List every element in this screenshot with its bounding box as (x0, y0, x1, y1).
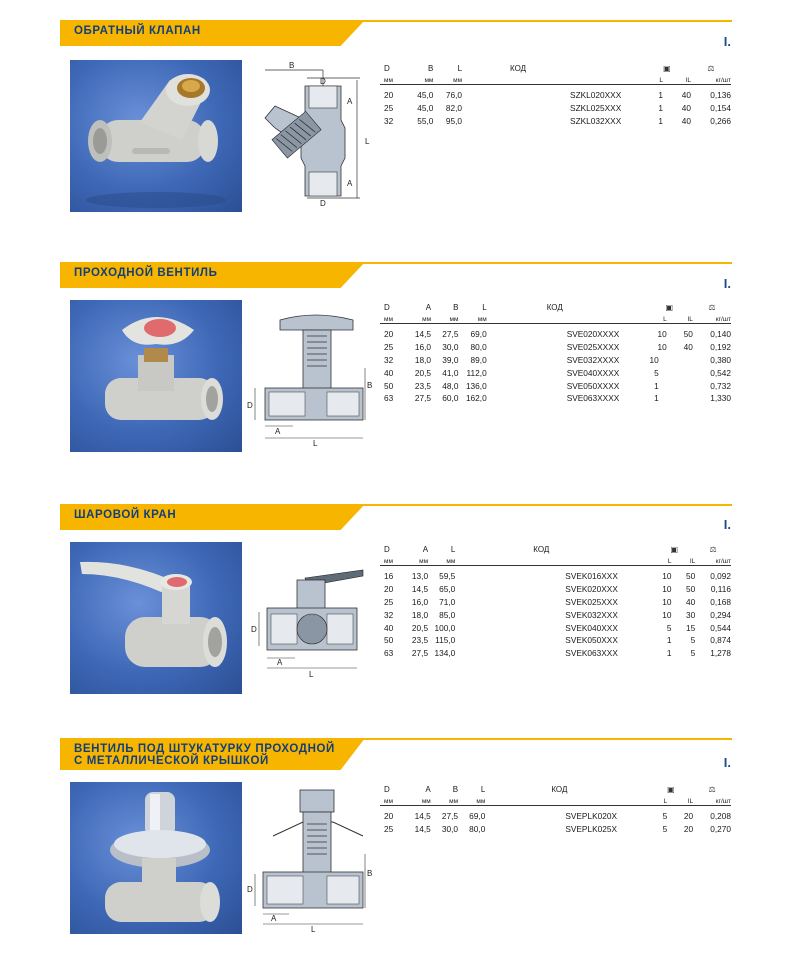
section-title: ШАРОВОЙ КРАН (74, 509, 177, 521)
table-cell: 25 (384, 824, 394, 835)
col-header: A (425, 303, 432, 312)
unit-label: мм (408, 555, 428, 566)
col-header: L (450, 545, 456, 554)
table-cell: 18,0 (414, 354, 432, 365)
dim-label: L (313, 439, 318, 448)
dim-label: A (347, 179, 353, 188)
table-cell: 80,0 (470, 342, 487, 353)
table-cell: 0,154 (710, 103, 731, 114)
table-cell: 40 (681, 90, 691, 101)
table-cell: SVE025XXXX (566, 342, 620, 353)
table-row (380, 647, 731, 660)
table-cell: 0,380 (710, 354, 731, 365)
table-row (380, 324, 731, 341)
spec-table (380, 63, 731, 127)
col-header: L (457, 64, 463, 73)
unit-label: мм (431, 313, 458, 324)
table-cell (667, 392, 693, 405)
table-cell: 65,0 (439, 584, 456, 595)
table-cell: 0,732 (710, 380, 731, 391)
table-cell: 100,0 (434, 622, 456, 633)
section-title: ОБРАТНЫЙ КЛАПАН (74, 25, 201, 37)
table-cell: 10 (662, 609, 672, 620)
dim-label: A (347, 97, 353, 106)
table-cell: 82,0 (445, 103, 463, 114)
table-cell: 10 (662, 571, 672, 582)
table-cell: 20 (384, 811, 394, 822)
col-header: B (428, 64, 434, 73)
table-cell: 5 (662, 824, 668, 835)
table-cell: 1 (658, 90, 664, 101)
table-cell: 10 (657, 342, 667, 353)
col-header: L (480, 785, 486, 794)
table-row (380, 366, 731, 379)
table-row (380, 341, 731, 354)
technical-drawing (245, 560, 380, 710)
dim-label: L (365, 137, 370, 146)
scale-icon: ⚖ (709, 545, 717, 554)
table-cell: SZKL032XXX (570, 115, 622, 126)
section-marker: I. (723, 34, 731, 49)
col-header: B (453, 303, 459, 312)
table-cell: 5 (690, 635, 696, 646)
technical-drawing (245, 58, 380, 208)
dim-label: L (309, 670, 314, 679)
table-cell: 69,0 (470, 329, 487, 340)
table-cell: 50 (686, 571, 696, 582)
table-cell (667, 354, 693, 367)
table-row (380, 806, 731, 823)
section-title: ВЕНТИЛЬ ПОД ШТУКАТУРКУ ПРОХОДНОЙ (74, 743, 335, 755)
table-cell: 0,294 (710, 609, 731, 620)
table-cell: 59,5 (439, 571, 456, 582)
table-cell: 14,5 (414, 811, 431, 822)
table-cell: 63 (384, 648, 394, 659)
package-icon: ▣ (670, 545, 679, 554)
scale-icon: ⚖ (708, 785, 716, 794)
table-cell: SVEK032XXX (565, 609, 618, 620)
col-header: D (384, 64, 390, 73)
section-banner (60, 504, 732, 530)
table-cell: 20 (683, 824, 694, 835)
table-cell: SVEK050XXX (565, 635, 618, 646)
product-photo (70, 782, 242, 934)
table-cell: 1 (658, 115, 664, 126)
spec-table (380, 784, 731, 836)
col-header: B (452, 785, 459, 794)
table-cell: 5 (690, 648, 696, 659)
table-cell: 40 (384, 622, 394, 633)
package-icon: ▣ (665, 303, 674, 312)
unit-label: мм (431, 795, 458, 806)
unit-label: мм (433, 74, 462, 85)
table-cell: 115,0 (435, 635, 456, 646)
dim-label: B (289, 61, 295, 70)
table-cell: 16 (384, 571, 394, 582)
col-header: КОД (551, 785, 568, 794)
table-cell: 40 (384, 367, 394, 378)
section-subtitle: С МЕТАЛЛИЧЕСКОЙ КРЫШКОЙ (74, 755, 269, 767)
table-cell: 10 (657, 329, 667, 340)
unit-label: L (653, 555, 671, 566)
table-cell: 1,330 (710, 393, 731, 404)
section-banner (60, 262, 732, 288)
table-cell: SVE020XXXX (566, 329, 620, 340)
table-row (380, 634, 731, 647)
product-photo (70, 542, 242, 694)
technical-drawing (245, 300, 380, 450)
table-cell: 50 (686, 584, 696, 595)
table-cell: 32 (384, 115, 394, 126)
spec-table (380, 544, 731, 660)
table-cell (667, 366, 693, 379)
table-cell: 0,140 (710, 329, 731, 340)
table-cell: 50 (384, 380, 394, 391)
section-banner (60, 20, 732, 46)
table-cell: 25 (384, 103, 394, 114)
table-cell: 18,0 (411, 609, 429, 620)
table-cell: 50 (683, 329, 693, 340)
table-cell: SVEK020XXX (565, 584, 618, 595)
table-cell: 45,0 (417, 90, 434, 101)
unit-label: мм (380, 795, 410, 806)
table-cell: 27,5 (441, 811, 459, 822)
unit-label: кг/шт (693, 313, 731, 324)
table-cell: 76,0 (445, 90, 463, 101)
table-cell: 71,0 (439, 596, 456, 607)
unit-label: L (643, 74, 663, 85)
table-cell: 63 (384, 393, 394, 404)
table-cell: SVEPLK020X (565, 811, 617, 822)
table-cell: 30,0 (441, 824, 459, 835)
table-cell: 0,874 (710, 635, 731, 646)
table-cell: 0,116 (710, 584, 731, 595)
table-row (380, 608, 731, 621)
dim-label: L (311, 925, 316, 934)
table-cell: 85,0 (439, 609, 456, 620)
table-cell: SVE050XXXX (566, 380, 620, 391)
col-header: A (422, 545, 429, 554)
table-cell: SVEK016XXX (565, 571, 618, 582)
unit-label: кг/шт (695, 555, 731, 566)
table-cell: 10 (662, 584, 672, 595)
table-row (380, 354, 731, 367)
unit-label: L (646, 313, 667, 324)
table-cell: 30,0 (442, 342, 459, 353)
table-cell: 0,136 (710, 90, 731, 101)
table-cell: 95,0 (445, 115, 463, 126)
table-cell: 41,0 (442, 367, 459, 378)
table-cell: 112,0 (466, 367, 487, 378)
scale-icon: ⚖ (708, 303, 716, 312)
table-cell: 16,0 (414, 342, 432, 353)
table-row (380, 102, 731, 115)
table-cell: 45,0 (417, 103, 434, 114)
unit-label: мм (380, 313, 410, 324)
unit-label: L (649, 795, 668, 806)
table-cell: SVEK025XXX (565, 596, 618, 607)
table-cell: 60,0 (442, 393, 459, 404)
table-cell: 14,5 (414, 824, 431, 835)
table-cell: 1 (666, 635, 672, 646)
table-cell: 30 (686, 609, 696, 620)
section-banner (60, 738, 732, 770)
dim-label: D (251, 625, 257, 634)
table-cell: 0,092 (710, 571, 731, 582)
unit-label: IL (663, 74, 691, 85)
col-header: L (482, 303, 487, 312)
table-cell: 1 (654, 380, 659, 391)
table-row (380, 566, 731, 583)
unit-label: мм (410, 795, 431, 806)
table-cell: 20 (384, 90, 394, 101)
col-header: A (425, 785, 431, 794)
table-cell: 1 (666, 648, 672, 659)
table-cell: 69,0 (469, 811, 486, 822)
table-cell: SVEK063XXX (565, 648, 618, 659)
unit-label: мм (458, 313, 486, 324)
table-cell: SVEK040XXX (565, 622, 618, 633)
dim-label: D (247, 401, 253, 410)
dim-label: A (275, 427, 281, 436)
table-cell: 14,5 (414, 329, 432, 340)
table-row (380, 379, 731, 392)
table-row (380, 621, 731, 634)
dim-label: B (367, 381, 373, 390)
table-cell: 5 (666, 622, 672, 633)
table-cell: 25 (384, 596, 394, 607)
dim-label: D (320, 199, 326, 208)
dim-label: A (277, 658, 283, 667)
table-row (380, 823, 731, 836)
table-cell: 0,266 (710, 115, 731, 126)
dim-label: D (320, 77, 326, 86)
table-cell: 14,5 (411, 584, 429, 595)
table-cell: 48,0 (442, 380, 459, 391)
table-cell: 40 (683, 342, 693, 353)
product-photo (70, 300, 242, 452)
table-cell: 50 (384, 635, 394, 646)
section-title: ПРОХОДНОЙ ВЕНТИЛЬ (74, 267, 218, 279)
package-icon: ▣ (663, 64, 671, 73)
unit-label: мм (410, 313, 431, 324)
table-cell: 23,5 (414, 380, 432, 391)
table-cell: 15 (686, 622, 696, 633)
table-cell: SVE032XXXX (566, 354, 620, 365)
table-cell: 0,192 (710, 342, 731, 353)
table-cell: 0,542 (710, 367, 731, 378)
table-cell: SVE063XXXX (566, 393, 620, 404)
unit-label: IL (667, 795, 693, 806)
table-cell: 27,5 (442, 329, 459, 340)
product-photo (70, 60, 242, 212)
table-cell: SZKL025XXX (570, 103, 622, 114)
table-cell: 20,5 (411, 622, 429, 633)
table-cell: 32 (384, 354, 394, 365)
table-cell: 0,544 (710, 622, 731, 633)
table-cell: 39,0 (442, 354, 459, 365)
table-cell: 40 (686, 596, 696, 607)
table-cell: 20 (384, 584, 394, 595)
col-header: D (384, 785, 390, 794)
unit-label: мм (428, 555, 455, 566)
unit-label: мм (380, 74, 412, 85)
col-header: КОД (533, 545, 550, 554)
col-header: D (384, 303, 390, 312)
table-cell: 32 (384, 609, 394, 620)
table-cell: 25 (384, 342, 394, 353)
table-cell: 80,0 (469, 824, 486, 835)
table-cell: 20 (384, 329, 394, 340)
scale-icon: ⚖ (707, 64, 715, 73)
table-cell: 27,5 (411, 648, 429, 659)
table-cell: 40 (681, 115, 691, 126)
table-row (380, 392, 731, 405)
table-cell: 1,278 (710, 648, 731, 659)
col-header: D (384, 545, 390, 554)
table-cell: 1 (654, 393, 659, 404)
table-cell: 5 (654, 367, 659, 378)
package-icon: ▣ (667, 785, 675, 794)
table-row (380, 115, 731, 128)
dim-label: A (271, 914, 277, 923)
table-cell: 10 (649, 354, 659, 365)
unit-label: мм (380, 555, 408, 566)
table-cell: 0,270 (710, 824, 731, 835)
table-cell: 1 (658, 103, 664, 114)
section-marker: I. (723, 517, 731, 532)
table-cell: 5 (662, 811, 668, 822)
spec-table (380, 302, 731, 405)
table-cell: 136,0 (465, 380, 487, 391)
table-cell: 55,0 (417, 115, 434, 126)
table-cell: 134,0 (434, 648, 456, 659)
table-cell: SVE040XXXX (566, 367, 620, 378)
section-marker: I. (723, 755, 731, 770)
table-cell: 10 (662, 596, 672, 607)
unit-label: мм (412, 74, 433, 85)
dim-label: D (247, 885, 253, 894)
table-cell: 27,5 (414, 393, 432, 404)
unit-label: IL (671, 555, 695, 566)
table-cell (667, 379, 693, 392)
col-header: КОД (510, 64, 527, 73)
unit-label: кг/шт (691, 74, 731, 85)
table-row (380, 583, 731, 596)
col-header: КОД (546, 303, 563, 312)
unit-label: кг/шт (693, 795, 731, 806)
table-cell: 20,5 (414, 367, 432, 378)
technical-drawing (245, 784, 380, 934)
table-cell: 40 (681, 103, 691, 114)
table-row (380, 596, 731, 609)
table-cell: 16,0 (411, 596, 429, 607)
table-cell: 20 (683, 811, 694, 822)
section-marker: I. (723, 276, 731, 291)
table-cell: 13,0 (411, 571, 429, 582)
table-cell: 89,0 (470, 354, 487, 365)
table-row (380, 85, 731, 102)
unit-label: IL (667, 313, 693, 324)
table-cell: 23,5 (411, 635, 429, 646)
unit-label: мм (458, 795, 485, 806)
table-cell: SZKL020XXX (570, 90, 622, 101)
table-cell: 0,168 (710, 596, 731, 607)
table-cell: 162,0 (465, 393, 487, 404)
table-cell: SVEPLK025X (565, 824, 617, 835)
table-cell: 0,208 (710, 811, 731, 822)
dim-label: B (367, 869, 373, 878)
